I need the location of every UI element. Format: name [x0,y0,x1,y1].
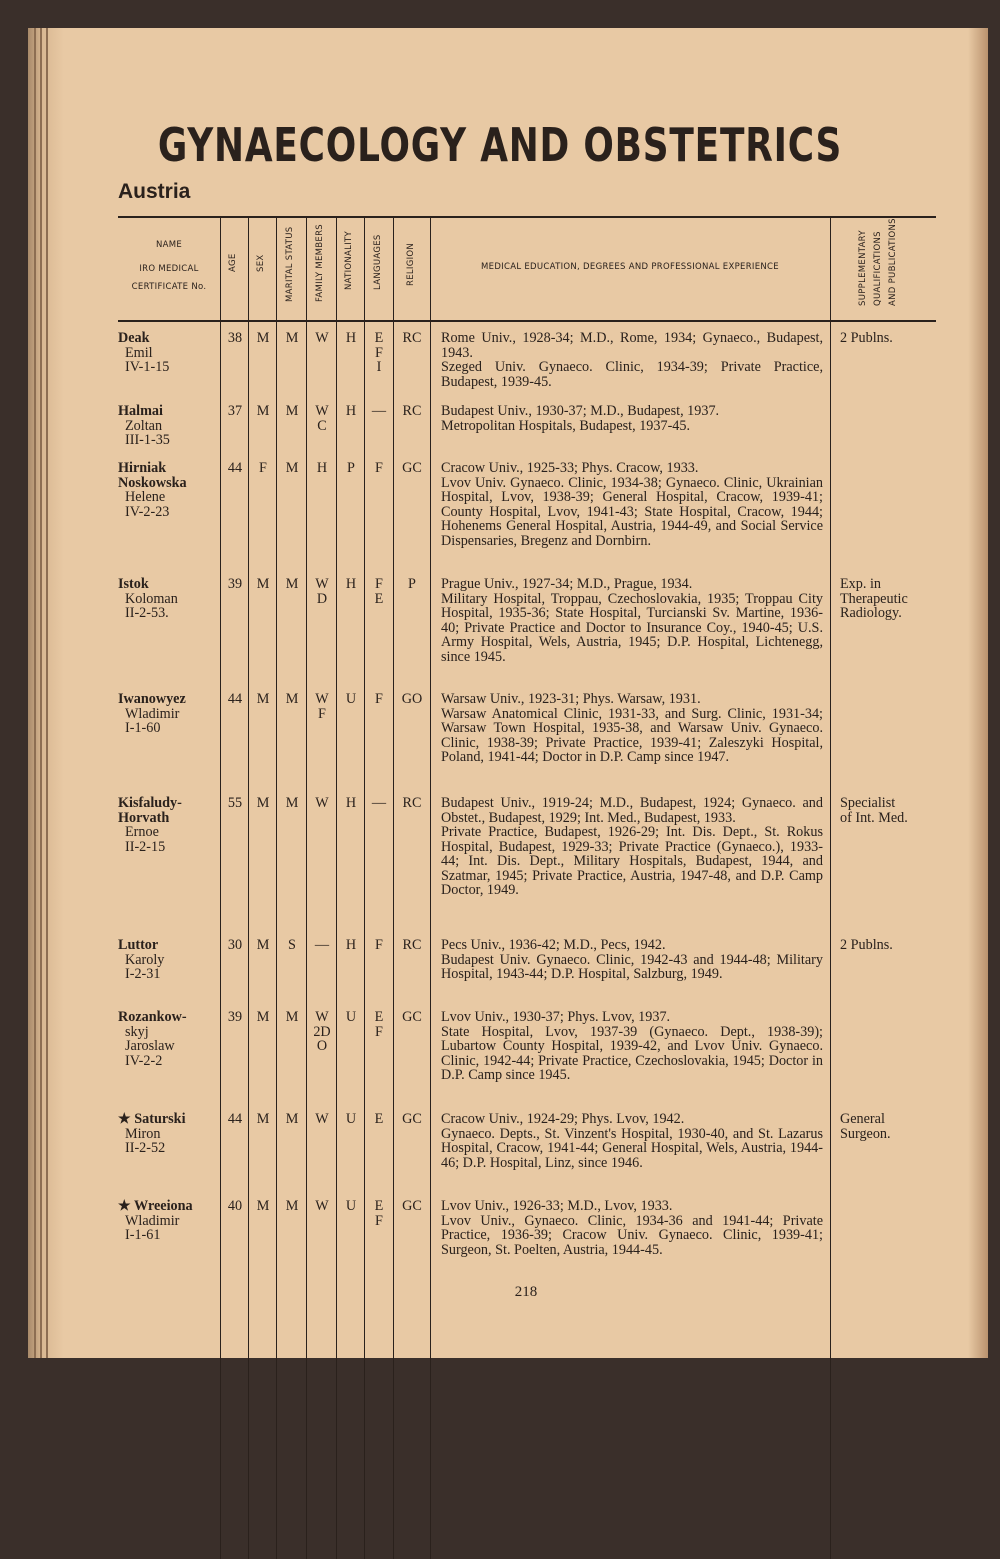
experience-cell-line: Pecs Univ., 1936-42; M.D., Pecs, 1942. [441,937,666,953]
column-divider [830,217,831,1559]
age-cell: 39 [227,576,243,592]
experience-cell-line: Military Hospital, Troppau, Czechoslovakia, 1935; Troppau City Hospital, 1935-36; State Hospital, Turcianski Sv. Martine, 1936-40; Private Practice and Doctor to Insurance Coy., 1940-45; U.S. Army Hospital, Wels, Austria, 1945; D.P. Hospital, Lichtenegg, since 1945. [441,590,823,665]
languages-cell-line: — [371,795,387,811]
experience-cell-line: State Hospital, Lvov, 1937-39 (Gynaeco. Dept., 1938-39); Lubartow County Hospital, 1939-42, and Lvov Univ. Gynaeco. Clinic, 1942-44; Private Practice, Czechoslovakia, 1945; Doctor in D.P. Camp since 1945. [441,1023,823,1083]
supplementary-cell-line: Exp. in [840,576,881,592]
supplementary-cell-line: Surgeon. [840,1125,891,1142]
nationality-cell: H [345,576,357,592]
languages-cell-line: — [371,403,387,419]
experience-cell-line: Warsaw Univ., 1923-31; Phys. Warsaw, 1931. [441,691,701,707]
age-cell: 44 [227,460,243,476]
page-right-edge [968,28,988,1358]
name-cell-line: Jaroslaw [125,1038,175,1054]
page-edge-line [34,28,36,1358]
sex-cell: M [256,1111,270,1127]
name-cell-line: I-2-31 [125,966,161,982]
nationality-cell: U [345,691,357,707]
name-cell-line: Rozankow- [118,1009,187,1025]
sex-cell: M [256,795,270,811]
age-cell: 39 [227,1009,243,1025]
name-cell-line: IV-2-23 [125,503,170,520]
column-divider [430,217,431,1559]
marital-cell: M [285,1111,299,1127]
name-cell [118,1112,228,1156]
nationality-cell: U [345,1111,357,1127]
supplementary-cell-line: 2 Publns. [840,330,893,346]
supplementary-cell-line: Therapeutic [840,590,908,607]
nationality-cell: H [345,330,357,346]
header-bottom-rule [118,320,936,322]
name-cell [118,938,228,982]
languages-cell-line: F [375,1023,383,1040]
name-cell-line: Emil [125,344,153,361]
family-cell-line: W [315,403,329,419]
name-cell-line: II-2-15 [125,838,166,855]
marital-cell: M [285,576,299,592]
family-cell-line: — [314,937,330,953]
religion-cell: RC [402,330,422,346]
name-cell-line: Wladimir [125,1212,180,1229]
family-cell [307,1112,337,1127]
languages-cell-line: F [375,460,383,476]
experience-cell [441,461,823,548]
country-heading: Austria [118,180,191,203]
marital-cell: M [285,330,299,346]
age-cell: 30 [227,937,243,953]
family-cell-line: 2D [313,1023,331,1040]
name-cell-line: ★ Saturski [118,1111,186,1127]
name-cell-line: Koloman [125,590,178,607]
nationality-cell: P [347,460,355,476]
languages-cell [365,577,393,606]
name-cell-line: Karoly [125,951,165,968]
languages-cell-line: F [375,691,383,707]
nationality-cell: H [345,937,357,953]
family-cell [307,692,337,721]
family-cell [307,331,337,346]
supplementary-cell [840,331,960,346]
sex-cell: M [256,576,270,592]
name-cell-line: Iwanowyez [118,691,186,707]
name-cell-line: II-2-53. [125,605,169,621]
experience-cell [441,577,823,664]
sex-cell: M [256,691,270,707]
languages-cell-line: F [375,344,383,361]
header-sup3: AND PUBLICATIONS [888,218,898,306]
family-cell-line: O [316,1038,328,1054]
nationality-cell: H [345,403,357,419]
name-cell-line: Helene [125,489,166,505]
name-cell [118,461,228,519]
header-sup1: SUPPLEMENTARY [858,230,868,306]
name-cell-line: ★ Wreeiona [118,1198,193,1214]
experience-cell-line: Cracow Univ., 1924-29; Phys. Lvov, 1942. [441,1111,685,1127]
family-cell-line: D [316,590,328,607]
name-cell-line: skyj [125,1023,149,1040]
supplementary-cell-line: General [840,1111,885,1127]
languages-cell-line: F [375,937,383,953]
age-cell: 38 [227,330,243,346]
religion-cell: GC [402,1009,422,1025]
header-nationality: NATIONALITY [344,230,354,290]
experience-cell-line: Lvov Univ., 1930-37; Phys. Lvov, 1937. [441,1009,671,1025]
name-cell [118,796,228,854]
supplementary-cell [840,1112,960,1141]
religion-cell: GC [402,460,422,476]
family-cell-line: W [315,795,329,811]
header-religion: RELIGION [406,242,416,286]
family-cell-line: W [315,691,329,707]
table-top-rule [118,216,936,218]
family-cell-line: W [315,1111,329,1127]
marital-cell: M [285,691,299,707]
page-edge-line [40,28,42,1358]
page-number: 218 [514,1284,538,1300]
name-cell-line: I-1-60 [125,720,161,736]
experience-cell-line: Prague Univ., 1927-34; M.D., Prague, 1934. [441,576,693,592]
header-certificate: CERTIFICATE No. [131,282,207,292]
languages-cell [365,461,393,476]
age-cell: 55 [227,795,243,811]
header-sex: SEX [256,254,266,272]
name-cell [118,1010,228,1068]
experience-cell-line: Lvov Univ., Gynaeco. Clinic, 1934-36 and 1941-44; Private Practice, 1936-39; Cracow Univ. Gynaeco. Clinic, 1939-41; Surgeon, St. Poelten, Austria, 1944-45. [441,1212,823,1258]
name-cell-line: Luttor [118,937,159,953]
experience-cell [441,796,823,898]
languages-cell-line: E [374,1009,384,1025]
sex-cell: M [256,403,270,419]
languages-cell-line: E [374,590,384,607]
languages-cell [365,404,393,419]
languages-cell [365,331,393,375]
experience-cell [441,1112,823,1170]
sex-cell: M [256,937,270,953]
experience-cell-line: Cracow Univ., 1925-33; Phys. Cracow, 1933. [441,460,699,476]
experience-cell-line: Lvov Univ. Gynaeco. Clinic, 1934-38; Gynaeco. Clinic, Ukrainian Hospital, Lvov, 1938-39; General Hospital, Cracow, 1939-41; County Hospital, Lvov, 1941-43; State Hospital, Cracow, 1944; Hohenems General Hospital, Austria, 1944-49, and Social Service Dispensaries, Bregenz and Dornbirn. [441,474,823,549]
nationality-cell: U [345,1009,357,1025]
supplementary-cell-line: 2 Publns. [840,937,893,953]
name-cell-line: Halmai [118,403,163,419]
nationality-cell: H [345,795,357,811]
languages-cell [365,1199,393,1228]
supplementary-cell-line: Specialist [840,795,896,811]
name-cell-line: III-1-35 [125,432,170,448]
family-cell [307,1010,337,1054]
family-cell-line: C [317,417,327,434]
marital-cell: M [285,460,299,476]
sex-cell: F [259,460,267,476]
name-cell-line: Kisfaludy- [118,795,182,811]
header-languages: LANGUAGES [373,234,383,290]
supplementary-cell-line: Radiology. [840,605,902,621]
name-cell-line: IV-2-2 [125,1052,163,1069]
languages-cell [365,938,393,953]
nationality-cell: U [345,1198,357,1214]
family-cell-line: W [315,1198,329,1214]
name-cell-line: I-1-61 [125,1227,161,1243]
header-family: FAMILY MEMBERS [315,223,325,302]
supplementary-cell [840,938,960,953]
experience-cell-line: Gynaeco. Depts., St. Vinzent's Hospital, 1930-40, and St. Lazarus Hospital, Cracow, 1941-44; General Hospital, Wels, Austria, 1944-46; D.P. Hospital, Linz, since 1946. [441,1125,823,1171]
header-marital: MARITAL STATUS [285,226,295,302]
experience-cell [441,1010,823,1083]
experience-cell-line: Szeged Univ. Gynaeco. Clinic, 1934-39; Private Practice, Budapest, 1939-45. [441,359,823,390]
marital-cell: M [285,1198,299,1214]
experience-cell-line: Budapest Univ. Gynaeco. Clinic, 1942-43 and 1944-48; Military Hospital, 1943-44; D.P. Hospital, Salzburg, 1949. [441,951,823,982]
family-cell [307,577,337,606]
experience-cell [441,938,823,982]
name-cell [118,1199,228,1243]
languages-cell [365,796,393,811]
languages-cell-line: E [374,330,384,346]
name-cell [118,331,228,375]
name-cell-line: Miron [125,1125,161,1142]
religion-cell: GC [402,1111,422,1127]
religion-cell: P [408,576,416,592]
experience-cell [441,1199,823,1257]
languages-cell [365,1112,393,1127]
age-cell: 37 [227,403,243,419]
supplementary-cell-line: of Int. Med. [840,809,908,826]
name-cell-line: Noskowska [118,474,187,491]
sex-cell: M [256,1009,270,1025]
supplementary-cell [840,796,960,825]
experience-cell-line: Rome Univ., 1928-34; M.D., Rome, 1934; Gynaeco., Budapest, 1943. [441,330,823,361]
religion-cell: GO [401,691,423,707]
family-cell-line: W [315,330,329,346]
family-cell [307,796,337,811]
religion-cell: GC [402,1198,422,1214]
name-cell-line: Horvath [118,809,170,826]
age-cell: 44 [227,1111,243,1127]
experience-cell-line: Lvov Univ., 1926-33; M.D., Lvov, 1933. [441,1198,673,1214]
experience-cell-line: Budapest Univ., 1930-37; M.D., Budapest, 1937. [441,403,720,419]
header-age: AGE [228,253,238,272]
religion-cell: RC [402,937,422,953]
name-cell-line: IV-1-15 [125,359,170,375]
experience-cell [441,692,823,765]
marital-cell: M [285,795,299,811]
name-cell-line: Zoltan [125,417,163,434]
family-cell-line: W [315,1009,329,1025]
sex-cell: M [256,1198,270,1214]
sex-cell: M [256,330,270,346]
header-sup2: QUALIFICATIONS [873,231,883,306]
supplementary-cell [840,577,960,621]
name-cell-line: Deak [118,330,150,346]
experience-cell-line: Warsaw Anatomical Clinic, 1931-33, and Surg. Clinic, 1931-34; Warsaw Town Hospital, 1935-38, and Warsaw Univ. Gynaeco. Clinic, 1938-39; Private Practice, 1939-41; Zaleszyki Hospital, Poland, 1941-44; Doctor in D.P. Camp since 1947. [441,705,823,765]
name-cell [118,692,228,736]
family-cell-line: H [316,460,328,476]
languages-cell [365,692,393,707]
column-divider [276,217,277,1559]
experience-cell [441,404,823,433]
page-edge-line [46,28,48,1358]
experience-cell-line: Budapest Univ., 1919-24; M.D., Budapest, 1924; Gynaeco. and Obstet., Budapest, 1929; Int. Med., Budapest, 1933. [441,795,823,826]
languages-cell [365,1010,393,1039]
experience-cell [441,331,823,389]
name-cell-line: Ernoe [125,824,159,840]
languages-cell-line: E [374,1198,384,1214]
marital-cell: M [285,403,299,419]
languages-cell-line: F [375,1212,383,1229]
header-name: NAME [155,240,183,250]
languages-cell-line: I [376,359,382,375]
page-title: GYNAECOLOGY AND OBSTETRICS [157,118,843,172]
header-iro: IRO MEDICAL [139,264,199,274]
name-cell-line: II-2-52 [125,1140,166,1156]
age-cell: 40 [227,1198,243,1214]
family-cell [307,404,337,433]
age-cell: 44 [227,691,243,707]
family-cell [307,1199,337,1214]
name-cell [118,404,228,448]
family-cell-line: W [315,576,329,592]
languages-cell-line: E [374,1111,384,1127]
family-cell-line: F [318,705,326,722]
header-experience: MEDICAL EDUCATION, DEGREES AND PROFESSIONAL EXPERIENCE [481,262,779,272]
name-cell-line: Istok [118,576,149,592]
name-cell [118,577,228,621]
family-cell [307,461,337,476]
name-cell-line: Hirniak [118,460,167,476]
religion-cell: RC [402,795,422,811]
column-divider [248,217,249,1559]
languages-cell-line: F [375,576,383,592]
marital-cell: M [285,1009,299,1025]
marital-cell: S [288,937,296,953]
name-cell-line: Wladimir [125,705,180,722]
family-cell [307,938,337,953]
experience-cell-line: Private Practice, Budapest, 1926-29; Int. Dis. Dept., St. Rokus Hospital, Budapest, 1929-33; Private Practice (Gynaeco.), 1933-44; Int. Dis. Dept., Military Hospitals, Budapest, 1944, and Szatmar, 1945; Private Practice, Austria, 1947-48, and D.P. Camp Doctor, 1949. [441,824,823,898]
experience-cell-line: Metropolitan Hospitals, Budapest, 1937-45. [441,417,691,434]
religion-cell: RC [402,403,422,419]
